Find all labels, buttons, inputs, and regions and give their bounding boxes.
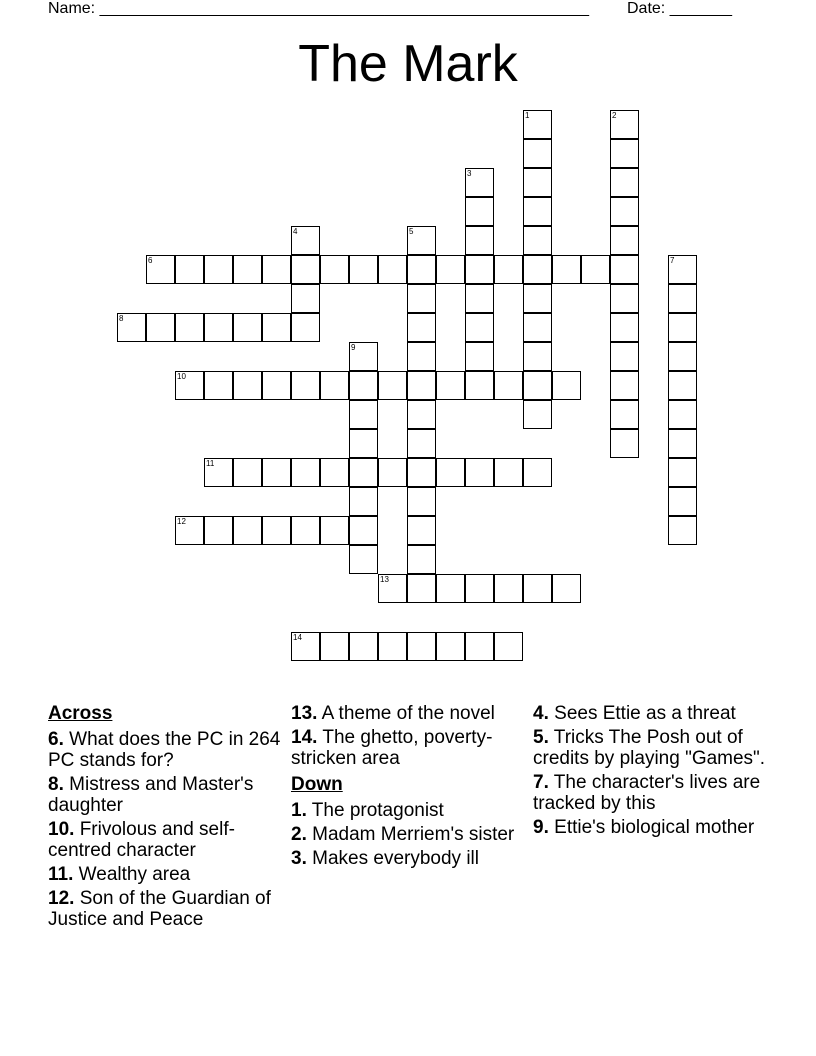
grid-cell[interactable]: [291, 458, 320, 487]
grid-cell[interactable]: [436, 632, 465, 661]
grid-cell[interactable]: [523, 371, 552, 400]
grid-cell[interactable]: [407, 487, 436, 516]
clue-item: [533, 772, 773, 814]
clue-item: [533, 703, 773, 724]
clue-item: [291, 800, 531, 821]
clue-item: [48, 774, 288, 816]
grid-cell[interactable]: [233, 313, 262, 342]
grid-cell[interactable]: [407, 284, 436, 313]
grid-cell[interactable]: [465, 632, 494, 661]
clue-column-2: [291, 703, 531, 872]
clue-item-text: The protagonist: [311, 800, 444, 821]
clue-item: [48, 888, 288, 930]
clue-item-number: 12.: [48, 888, 75, 909]
grid-cell[interactable]: [610, 429, 639, 458]
grid-cell[interactable]: [291, 632, 320, 661]
grid-cell[interactable]: [262, 255, 291, 284]
grid-cell[interactable]: [175, 313, 204, 342]
grid-cell[interactable]: [291, 255, 320, 284]
grid-cell[interactable]: [349, 545, 378, 574]
clue-item-text: The character's lives are tracked by this: [533, 772, 761, 814]
page-title: The Mark: [298, 35, 518, 93]
grid-cell[interactable]: [291, 226, 320, 255]
grid-cell[interactable]: [291, 516, 320, 545]
grid-cell[interactable]: [494, 574, 523, 603]
grid-cell[interactable]: [262, 371, 291, 400]
grid-cell[interactable]: [668, 342, 697, 371]
clue-column-1: [48, 703, 288, 933]
clue-item-number: 8.: [48, 774, 64, 795]
grid-cell[interactable]: [523, 313, 552, 342]
grid-cell[interactable]: [523, 284, 552, 313]
grid-cell[interactable]: [465, 342, 494, 371]
grid-cell[interactable]: [610, 255, 639, 284]
clue-number: 1: [525, 111, 530, 120]
clue-item-number: 14.: [291, 727, 318, 748]
grid-cell[interactable]: [262, 313, 291, 342]
grid-cell[interactable]: [523, 110, 552, 139]
clue-item-number: 10.: [48, 819, 75, 840]
clue-item-number: 11.: [48, 864, 74, 885]
grid-cell[interactable]: [610, 226, 639, 255]
grid-cell[interactable]: [465, 371, 494, 400]
grid-cell[interactable]: [465, 284, 494, 313]
clue-item-text: What does the PC in 264 PC stands for?: [48, 729, 281, 771]
clue-item-number: 13.: [291, 703, 318, 724]
grid-cell[interactable]: [523, 168, 552, 197]
grid-cell[interactable]: [610, 110, 639, 139]
grid-cell[interactable]: [465, 197, 494, 226]
grid-cell[interactable]: [407, 545, 436, 574]
grid-cell[interactable]: [668, 255, 697, 284]
grid-cell[interactable]: [175, 255, 204, 284]
clue-number: 5: [409, 227, 414, 236]
clue-item-number: 7.: [533, 772, 549, 793]
grid-cell[interactable]: [610, 168, 639, 197]
grid-cell[interactable]: [407, 429, 436, 458]
grid-cell[interactable]: [436, 371, 465, 400]
grid-cell[interactable]: [320, 632, 349, 661]
clue-item: [291, 727, 531, 769]
clue-number: 9: [351, 343, 356, 352]
across-heading: Across: [48, 703, 113, 724]
clue-column-3: [533, 703, 773, 841]
grid-cell[interactable]: [349, 255, 378, 284]
grid-cell[interactable]: [494, 458, 523, 487]
clue-item-number: 3.: [291, 848, 307, 869]
grid-cell[interactable]: [465, 313, 494, 342]
grid-cell[interactable]: [610, 197, 639, 226]
grid-cell[interactable]: [407, 342, 436, 371]
grid-cell[interactable]: [320, 371, 349, 400]
grid-cell[interactable]: [668, 313, 697, 342]
grid-cell[interactable]: [320, 255, 349, 284]
grid-cell[interactable]: [378, 632, 407, 661]
grid-cell[interactable]: [378, 574, 407, 603]
grid-cell[interactable]: [349, 458, 378, 487]
grid-cell[interactable]: [523, 255, 552, 284]
clue-item-text: Ettie's biological mother: [554, 817, 755, 838]
clue-number: 2: [612, 111, 617, 120]
grid-cell[interactable]: [378, 371, 407, 400]
grid-cell[interactable]: [494, 371, 523, 400]
grid-cell[interactable]: [436, 574, 465, 603]
grid-cell[interactable]: [320, 516, 349, 545]
clue-number: 13: [380, 575, 389, 584]
grid-cell[interactable]: [552, 371, 581, 400]
grid-cell[interactable]: [523, 197, 552, 226]
grid-cell[interactable]: [233, 371, 262, 400]
clue-item-text: Wealthy area: [78, 864, 191, 885]
clue-item-text: A theme of the novel: [321, 703, 495, 724]
grid-cell[interactable]: [204, 458, 233, 487]
grid-cell[interactable]: [378, 255, 407, 284]
clue-item-number: 9.: [533, 817, 549, 838]
grid-cell[interactable]: [378, 458, 407, 487]
clue-number: 11: [206, 459, 215, 468]
grid-cell[interactable]: [523, 400, 552, 429]
grid-cell[interactable]: [668, 429, 697, 458]
grid-cell[interactable]: [668, 284, 697, 313]
grid-cell[interactable]: [523, 342, 552, 371]
clue-item: [533, 817, 773, 838]
grid-cell[interactable]: [668, 487, 697, 516]
date-line: Date: _______: [627, 0, 732, 17]
grid-cell[interactable]: [465, 226, 494, 255]
grid-cell[interactable]: [610, 371, 639, 400]
grid-cell[interactable]: [407, 313, 436, 342]
clue-number: 6: [148, 256, 153, 265]
grid-cell[interactable]: [465, 574, 494, 603]
grid-cell[interactable]: [349, 516, 378, 545]
grid-cell[interactable]: [349, 371, 378, 400]
grid-cell[interactable]: [465, 168, 494, 197]
clue-item: [291, 703, 531, 724]
grid-cell[interactable]: [610, 400, 639, 429]
grid-cell[interactable]: [552, 574, 581, 603]
grid-cell[interactable]: [117, 313, 146, 342]
grid-cell[interactable]: [523, 574, 552, 603]
clue-number: 4: [293, 227, 298, 236]
grid-cell[interactable]: [407, 574, 436, 603]
clue-item: [291, 824, 531, 845]
grid-cell[interactable]: [262, 516, 291, 545]
clue-item: [48, 729, 288, 771]
grid-cell[interactable]: [291, 313, 320, 342]
grid-cell[interactable]: [175, 516, 204, 545]
clue-item-number: 6.: [48, 729, 64, 750]
clue-item-number: 1.: [291, 800, 307, 821]
clue-number: 10: [177, 372, 186, 381]
grid-cell[interactable]: [436, 458, 465, 487]
grid-cell[interactable]: [262, 458, 291, 487]
grid-cell[interactable]: [610, 284, 639, 313]
grid-cell[interactable]: [407, 226, 436, 255]
clue-number: 8: [119, 314, 124, 323]
grid-cell[interactable]: [581, 255, 610, 284]
clue-item: [48, 819, 288, 861]
clue-item-text: Tricks The Posh out of credits by playing "Games".: [533, 727, 766, 769]
clue-number: 14: [293, 633, 302, 642]
clue-item-text: Son of the Guardian of Justice and Peace: [48, 888, 271, 930]
grid-cell[interactable]: [291, 371, 320, 400]
grid-cell[interactable]: [465, 458, 494, 487]
grid-cell[interactable]: [436, 255, 465, 284]
grid-cell[interactable]: [146, 313, 175, 342]
grid-cell[interactable]: [407, 516, 436, 545]
grid-cell[interactable]: [668, 516, 697, 545]
clue-item: [533, 727, 773, 769]
grid-cell[interactable]: [233, 516, 262, 545]
grid-cell[interactable]: [552, 255, 581, 284]
grid-cell[interactable]: [407, 632, 436, 661]
clue-item-number: 4.: [533, 703, 549, 724]
grid-cell[interactable]: [407, 400, 436, 429]
grid-cell[interactable]: [233, 458, 262, 487]
name-line: Name: _______________________________________________________: [48, 0, 589, 17]
grid-cell[interactable]: [175, 371, 204, 400]
grid-cell[interactable]: [610, 139, 639, 168]
grid-cell[interactable]: [146, 255, 175, 284]
down-heading: Down: [291, 774, 343, 795]
clue-number: 3: [467, 169, 472, 178]
clue-item: [48, 864, 288, 885]
grid-cell[interactable]: [204, 516, 233, 545]
grid-cell[interactable]: [465, 255, 494, 284]
grid-cell[interactable]: [668, 400, 697, 429]
grid-cell[interactable]: [668, 458, 697, 487]
clue-item-number: 2.: [291, 824, 307, 845]
clue-number: 12: [177, 517, 186, 526]
grid-cell[interactable]: [523, 226, 552, 255]
grid-cell[interactable]: [349, 429, 378, 458]
clue-item: [291, 848, 531, 869]
grid-cell[interactable]: [233, 255, 262, 284]
clue-item-text: Sees Ettie as a threat: [554, 703, 736, 724]
grid-cell[interactable]: [494, 632, 523, 661]
clue-number: 7: [670, 256, 675, 265]
clue-item-text: The ghetto, poverty-stricken area: [291, 727, 493, 769]
clue-item-text: Makes everybody ill: [312, 848, 479, 869]
grid-cell[interactable]: [523, 458, 552, 487]
grid-cell[interactable]: [349, 632, 378, 661]
grid-cell[interactable]: [349, 400, 378, 429]
clue-item-text: Frivolous and self-centred character: [48, 819, 235, 861]
grid-cell[interactable]: [407, 371, 436, 400]
grid-cell[interactable]: [668, 371, 697, 400]
clue-item-number: 5.: [533, 727, 549, 748]
grid-cell[interactable]: [204, 255, 233, 284]
grid-cell[interactable]: [523, 139, 552, 168]
grid-cell[interactable]: [610, 313, 639, 342]
grid-cell[interactable]: [407, 458, 436, 487]
grid-cell[interactable]: [291, 284, 320, 313]
grid-cell[interactable]: [320, 458, 349, 487]
grid-cell[interactable]: [610, 342, 639, 371]
grid-cell[interactable]: [407, 255, 436, 284]
clue-item-text: Mistress and Master's daughter: [48, 774, 254, 816]
clue-item-text: Madam Merriem's sister: [312, 824, 515, 845]
grid-cell[interactable]: [204, 313, 233, 342]
grid-cell[interactable]: [204, 371, 233, 400]
grid-cell[interactable]: [349, 487, 378, 516]
grid-cell[interactable]: [349, 342, 378, 371]
grid-cell[interactable]: [494, 255, 523, 284]
